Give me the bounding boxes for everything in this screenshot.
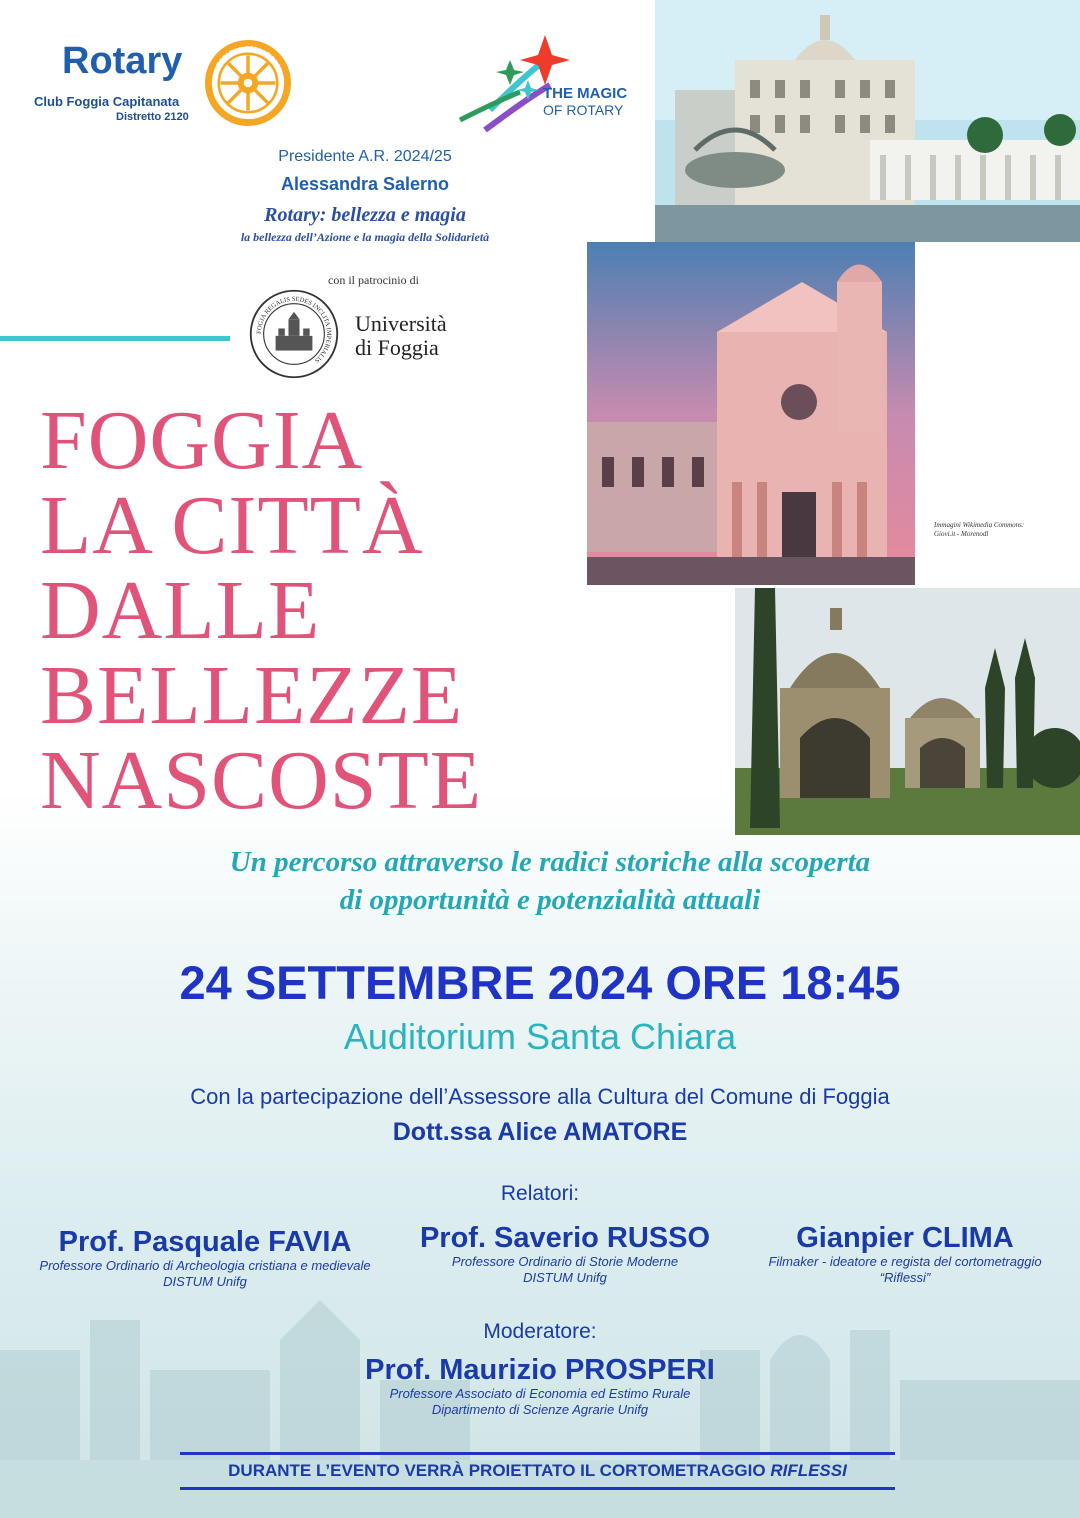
- assessore-name: Dott.ssa Alice AMATORE: [392, 1118, 688, 1146]
- university-name: [355, 312, 447, 360]
- photo-palace-fountain: [655, 0, 1080, 242]
- speaker-first-name: Prof. Pasquale: [58, 1226, 261, 1258]
- speaker-favia: [20, 1226, 390, 1290]
- wheel-text: ROTARY INTERNATIONAL: [215, 46, 283, 73]
- speaker-last-name: FAVIA: [268, 1226, 352, 1258]
- footer-band: [180, 1457, 895, 1485]
- cyan-divider: [0, 336, 230, 341]
- speaker-last-name: CLIMA: [921, 1222, 1014, 1254]
- moderator-label: Moderatore:: [483, 1320, 597, 1343]
- magic-line-2: OF ROTARY: [543, 102, 624, 118]
- president-label: Presidente A.R. 2024/25: [278, 148, 452, 165]
- participation-text: Con la partecipazione dell’Assessore alla Cultura del Comune di Foggia: [190, 1084, 890, 1109]
- photo-chapels-garden: [735, 588, 1080, 835]
- speaker-role: Professore Ordinario di Archeologia cristiana e medievale: [39, 1258, 371, 1273]
- moderator-prosperi: [290, 1354, 790, 1418]
- photo-credit: [934, 521, 1054, 539]
- speaker-clima: [755, 1222, 1055, 1286]
- subtitle: [80, 843, 1020, 919]
- credit-line-2: Giovi.it - Morenodl: [934, 530, 989, 538]
- patronage-label: con il patrocinio di: [328, 273, 419, 287]
- rotary-wheel-icon: [205, 40, 291, 126]
- speaker-first-name: Prof. Saverio: [419, 1222, 599, 1254]
- footer-divider-bottom: [180, 1487, 895, 1490]
- footer-band-film: RIFLESSI: [770, 1461, 847, 1480]
- rotary-wordmark: Rotary: [62, 40, 183, 82]
- moderator-department: Dipartimento di Scienze Agrarie Unifg: [431, 1402, 649, 1417]
- university-line-1: Università: [355, 311, 447, 336]
- speaker-last-name: RUSSO: [606, 1222, 711, 1254]
- speaker-department: DISTUM Unifg: [163, 1274, 247, 1289]
- speaker-film-title: “Riflessi”: [879, 1270, 931, 1285]
- main-title: [40, 394, 483, 827]
- club-name: Club Foggia Capitanata: [34, 94, 180, 109]
- speaker-russo: [390, 1222, 740, 1286]
- moderator-role: Professore Associato di Economia ed Estimo Rurale: [389, 1386, 691, 1401]
- motto-subline: la bellezza dell’Azione e la magia della Solidarietà: [240, 230, 490, 244]
- title-line-2: LA CITTÀ: [40, 479, 424, 572]
- title-line-5: NASCOSTE: [40, 734, 483, 827]
- footer-divider-top: [180, 1452, 895, 1455]
- speaker-department: DISTUM Unifg: [523, 1270, 607, 1285]
- moderator-first-name: Prof. Maurizio: [365, 1354, 557, 1386]
- speaker-role: Professore Ordinario di Storie Moderne: [451, 1254, 679, 1269]
- magic-line-1: THE MAGIC: [543, 85, 628, 102]
- event-venue: Auditorium Santa Chiara: [343, 1016, 737, 1057]
- footer-band-text: DURANTE L’EVENTO VERRÀ PROIETTATO IL CORTOMETRAGGIO: [228, 1461, 766, 1480]
- district-label: Distretto 2120: [116, 111, 189, 123]
- magic-of-rotary-text: [543, 86, 627, 118]
- university-seal-icon: [248, 288, 340, 380]
- moderator-last-name: PROSPERI: [564, 1354, 715, 1386]
- title-line-1: FOGGIA: [40, 394, 364, 487]
- subtitle-line-1: Un percorso attraverso le radici storiche alla scoperta: [229, 846, 871, 878]
- university-line-2: di Foggia: [355, 335, 439, 360]
- credit-line-1: Immagini Wikimedia Commons:: [934, 521, 1025, 529]
- president-name: Alessandra Salerno: [280, 174, 450, 194]
- motto: Rotary: bellezza e magia: [264, 204, 466, 226]
- title-line-3: DALLE: [40, 564, 321, 657]
- title-line-4: BELLEZZE: [40, 649, 464, 742]
- speaker-role: Filmaker - ideatore e regista del cortometraggio: [768, 1254, 1042, 1269]
- seal-text: FOGIA REGALIS SEDES INCLITA IMPERIALIS: [255, 295, 333, 364]
- photo-cathedral: [587, 242, 915, 585]
- speaker-first-name: Gianpier: [796, 1222, 914, 1254]
- speakers-label: Relatori:: [500, 1182, 580, 1205]
- event-date: 24 SETTEMBRE 2024 ORE 18:45: [179, 956, 901, 1009]
- subtitle-line-2: di opportunità e potenzialità attuali: [339, 884, 761, 916]
